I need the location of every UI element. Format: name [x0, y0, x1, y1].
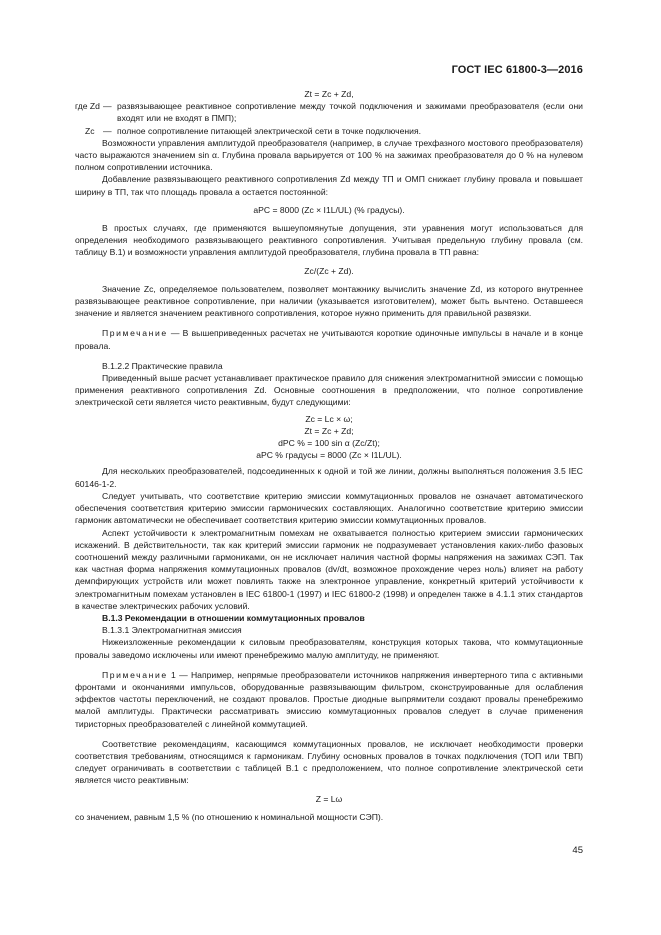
- formula-apc: aPC = 8000 (Zc × I1L/UL) (% градусы).: [253, 204, 405, 215]
- section-heading: B.1.2.2 Практические правила: [102, 360, 223, 371]
- definition-dash: —: [103, 125, 112, 136]
- paragraph: Возможности управления амплитудой преобразователя (например, в случае трехфазного мостового преобразователя) часто выражаются значением sin α. Глубина провала варьируется от 100 % на зажимах преобразователя до 0 % на нулевом полном сопротивлении источника.: [75, 137, 583, 173]
- section-heading: B.1.3.1 Электромагнитная эмиссия: [102, 625, 242, 636]
- definition-symbol: Zc: [85, 125, 95, 136]
- paragraph: В простых случаях, где применяются вышеупомянутые допущения, эти уравнения могут использоваться для определения необходимого развязывающего реактивного сопротивления. Учитывая предельную глубину провала (см. таблицу В.1) и возможности управления амплитудой преобразователя, глубина провала в ТП равна:: [75, 223, 583, 258]
- paragraph: Приведенный выше расчет устанавливает практическое правило для снижения электромагнитной эмиссии с помощью применения реактивного сопротивления Zd. Основные соотношения в предположении, что полное сопротивление электрической сети является чисто реактивным, будут следующими:: [75, 373, 583, 408]
- paragraph: Значение Zc, определяемое пользователем, позволяет монтажнику вычислить значение Zd, из которого внутреннее развязывающее реактивное сопротивление, при наличии (указывается изготовителем), может быть вычтено. Оставшееся значение и является значением реактивного сопротивления, которое нужно применить для правильной развязки.: [75, 283, 583, 319]
- formula-zt: Zt = Zc + Zd,: [304, 89, 354, 99]
- paragraph: со значением, равным 1,5 % (по отношению к номинальной мощности СЭП).: [75, 811, 384, 822]
- note-label: Примечание: [102, 669, 168, 680]
- note: [75, 327, 583, 351]
- definition-symbol: где Zd: [75, 101, 100, 112]
- paragraph: Добавление развязывающего реактивного сопротивления Zd между ТП и ОМП снижает глубину провала и повышает ширину в ТП, так что площадь провала a остается постоянной:: [75, 174, 583, 197]
- formula-apc2: aPC % градусы = 8000 (Zc × I1L/UL).: [256, 450, 402, 461]
- section-heading: B.1.3 Рекомендации в отношении коммутационных провалов: [102, 612, 365, 623]
- formula-dpc: dPC % = 100 sin α (Zc/Zt);: [278, 438, 380, 449]
- page-number: 45: [572, 845, 583, 856]
- paragraph: Соответствие рекомендациям, касающимся коммутационных провалов, не исключает необходимости проверки соответствия требованиям, относящимся к гармоникам. Глубину основных провалов в точках подключения (ТОП или ТВП) следует ограничивать в соответствии с таблицей В.1 с предположением, что полное сопротивление электрической сети является чисто реактивным:: [75, 738, 583, 786]
- definition-text: полное сопротивление питающей электрической сети в точке подключения.: [117, 125, 421, 136]
- paragraph: Следует учитывать, что соответствие критерию эмиссии коммутационных провалов не означает автоматического обеспечения соответствия критерию эмиссии гармонических составляющих. Аналогично соответствие критерию эмиссии гармоник автоматически не обеспечивает соответствия критерию эмиссии коммутационных провалов.: [75, 490, 583, 526]
- note-text: — В вышеприведенных расчетах не учитываются короткие одиночные импульсы в начале и в конце провала.: [75, 328, 583, 351]
- note-label: Примечание: [102, 328, 168, 339]
- definition-zc: [75, 125, 583, 137]
- note: [75, 669, 583, 730]
- formula-zc: Zc = Lc × ω;: [305, 413, 353, 424]
- definition-text: развязывающее реактивное сопротивление между точкой подключения и зажимами преобразователя (если они входят или не входят в ПМП);: [117, 101, 583, 124]
- formula-depth: Zc/(Zc + Zd).: [304, 265, 354, 276]
- formula-z: Z = Lω: [315, 793, 343, 804]
- formula-zt2: Zt = Zc + Zd;: [304, 425, 354, 436]
- note-text: 1 — Например, непрямые преобразователи источников напряжения инвертерного типа с активными фронтами и окончаниями импульсов, оборудованные развязывающим фильтром, сконструированные для ослабления эффектов частоты переключений, не создают провалов. Простые диодные выпрямители создают провалы пренебрежимо малой амплитуды. Практически рассматривать эмиссию коммутационных провалов следует в случае применения тиристорных преобразователей с линейной коммутацией.: [75, 669, 583, 729]
- standard-header: ГОСТ IEC 61800-3—2016: [451, 64, 583, 76]
- paragraph: Аспект устойчивости к электромагнитным помехам не охватывается полностью критерием эмиссии гармонических искажений. В действительности, так как критерий эмиссии гармоник не подразумевает установления каких-либо фазовых соотношений между различными гармониками, он не исключает наличия частной формы напряжения на зажимах СЭП. Так как частная форма напряжения коммутационных провалов (dv/dt, возможное прохождение через ноль) влияет на работу демпфирующих устройств или может повлиять также на электронное управление, конкретный критерий устойчивости к электромагнитным помехам установлен в IEC 61800-1 (1997) и IEC 61800-2 (1998) и определен также в 4.1.1 этих стандартов в качестве электрических рабочих условий.: [75, 527, 583, 611]
- page-body: [75, 88, 583, 823]
- paragraph: Нижеизложенные рекомендации к силовым преобразователям, конструкция которых такова, что коммутационные провалы заведомо исключены или имеют пренебрежимо малую амплитуду, не применяют.: [75, 637, 583, 660]
- paragraph: Для нескольких преобразователей, подсоединенных к одной и той же линии, должны выполняться положения 3.5 IEC 60146-1-2.: [75, 466, 583, 489]
- definition-zd: [75, 100, 583, 124]
- definition-dash: —: [103, 101, 112, 112]
